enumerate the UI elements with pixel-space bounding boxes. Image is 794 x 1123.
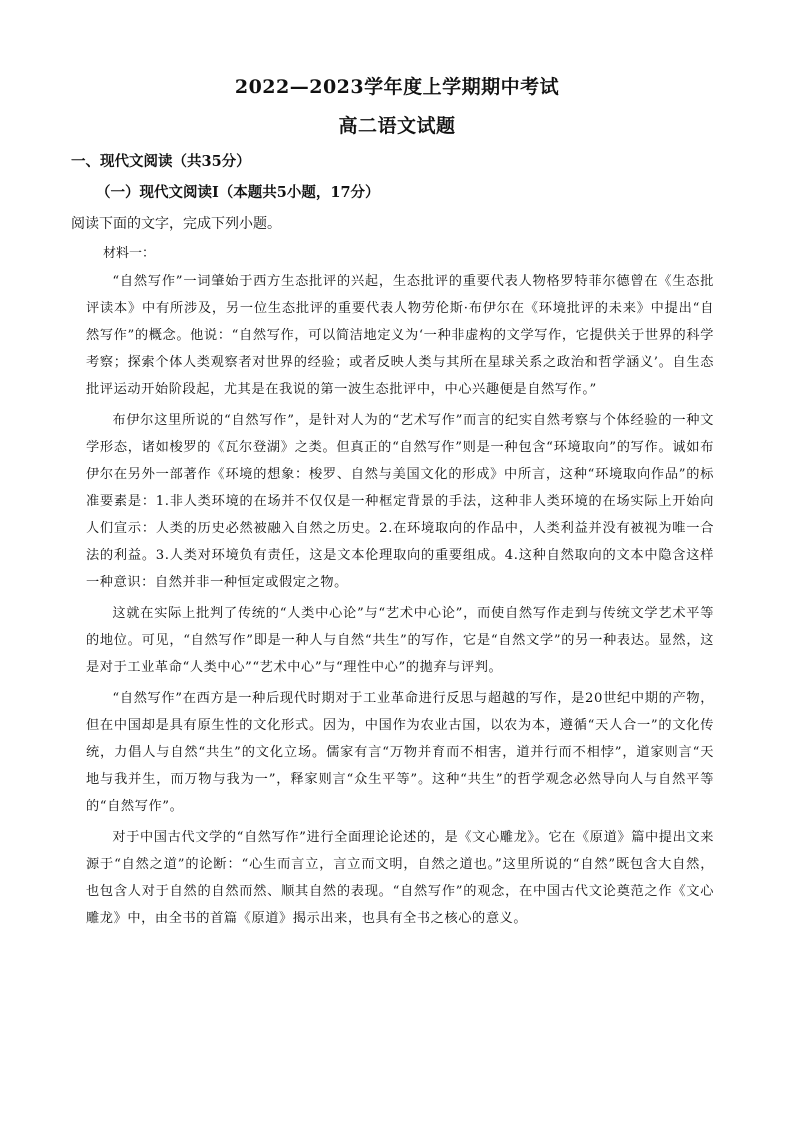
material-label: 材料一： — [103, 246, 156, 261]
passage-paragraph: 布伊尔这里所说的“自然写作”，是针对人为的“艺术写作”而言的纪实自然考察与个体经验的一种文学形态，诸如梭罗的《瓦尔登湖》之类。但真正的“自然写作”则是一种包含“环境取向”的写作。诚如布伊尔在另外一部著作《环境的想象：梭罗、自然与美国文化的形成》中所言，这种“环境取向作品”的标准要素是：1.非人类环境的在场并不仅仅是一种框定背景的手法，这种非人类环境的在场实际上开始向人们宣示：人类的历史必然被融入自然之历史。2.在环境取向的作品中，人类利益并没有被视为唯一合法的利益。3.人类对环境负有责任，这是文本伦理取向的重要组成。4.这种自然取向的文本中隐含这样一种意识：自然并非一种恒定或假定之物。 — [86, 413, 714, 590]
sub-section-heading: （一）现代文阅读Ⅰ（本题共5小题，17分） — [96, 184, 380, 201]
passage-paragraph: 对于中国古代文学的“自然写作”进行全面理论论述的，是《文心雕龙》。它在《原道》篇中提出文来源于“自然之道”的论断：“心生而言立，言立而文明，自然之道也。”这里所说的“自然”既包含大自然，也包含人对于自然的自然而然、顺其自然的表现。“自然写作”的观念，在中国古代文论奠范之作《文心雕龙》中，由全书的首篇《原道》揭示出来，也具有全书之核心的意义。 — [86, 830, 714, 926]
passage-paragraph: 这就在实际上批判了传统的“人类中心论”与“艺术中心论”，而使自然写作走到与传统文学艺术平等的地位。可见，“自然写作”即是一种人与自然“共生”的写作，它是“自然文学”的另一种表达。显然，这是对于工业革命“人类中心”“艺术中心”与“理性中心”的拋弃与评判。 — [86, 606, 714, 675]
passage-paragraph: “自然写作”在西方是一种后现代时期对于工业革命进行反思与超越的写作，是20世纪中期的产物，但在中国却是具有原生性的文化形式。因为，中国作为农业古国，以农为本，遵循“天人合一”的文化传统，力倡人与自然“共生”的文化立场。儒家有言“万物并育而不相害，道并行而不相悖”，道家则言“天地与我并生，而万物与我为一”，释家则言“众生平等”。这种“共生”的哲学观念必然导向人与自然平等的“自然写作”。 — [86, 691, 714, 814]
reading-instruction: 阅读下面的文字，完成下列小题。 — [71, 216, 281, 232]
passage-body — [86, 268, 714, 936]
exam-subtitle: 高二语文试题 — [338, 115, 456, 137]
exam-title: 2022—2023学年度上学期期中考试 — [234, 76, 560, 98]
passage-paragraph: “自然写作”一词肇始于西方生态批评的兴起，生态批评的重要代表人物格罗特菲尔德曾在《生态批评读本》中有所涉及，另一位生态批评的重要代表人物劳伦斯·布伊尔在《环境批评的未来》中提出“自然写作”的概念。他说：“自然写作，可以简洁地定义为‘一种非虚构的文学写作，它提供关于世界的科学考察；探索个体人类观察者对世界的经验；或者反映人类与其所在星球关系之政治和哲学涵义’。自生态批评运动开始阶段起，尤其是在我说的第一波生态批评中，中心兴趣便是自然写作。” — [86, 274, 714, 397]
section-heading: 一、现代文阅读（共35分） — [71, 153, 251, 170]
